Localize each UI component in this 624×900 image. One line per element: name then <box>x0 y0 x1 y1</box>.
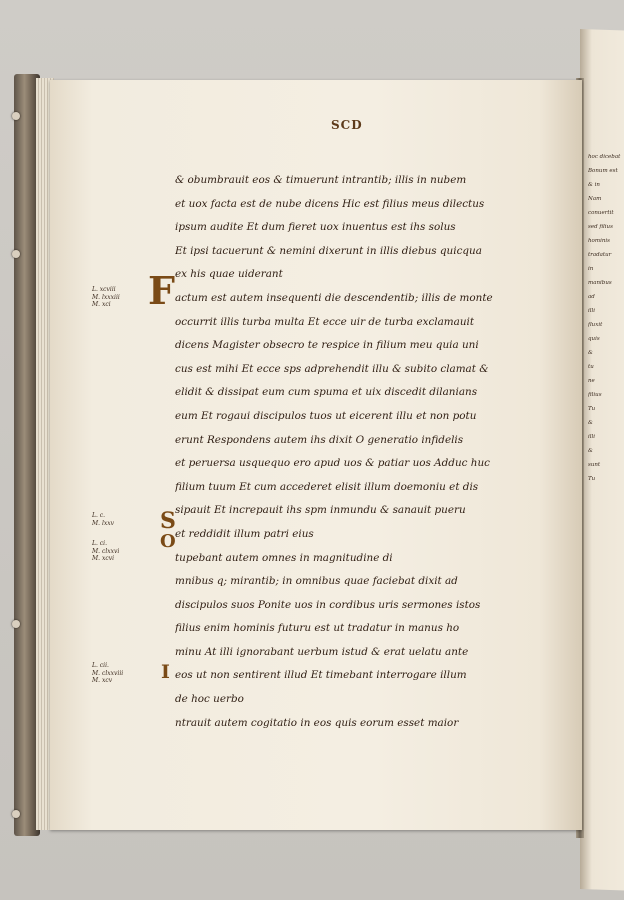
initial-i: I <box>161 661 170 683</box>
text-line: mnibus q; mirantib; in omnibus quae faciebat dixit ad <box>175 575 458 588</box>
marginal-note <box>92 286 120 309</box>
facing-text-line: & <box>588 420 593 426</box>
facing-page-text <box>588 150 622 486</box>
text-line: filium tuum Et cum accederet elisit illum doemoniu et dis <box>175 480 479 493</box>
text-line: erunt Respondens autem ihs dixit O generatio infidelis <box>175 433 464 446</box>
facing-text-line: ad <box>588 294 595 300</box>
note-line: M. clxxvi <box>92 547 120 555</box>
facing-text-line: quis <box>588 336 600 342</box>
text-line: et uox facta est de nube dicens Hic est filius meus dilectus <box>175 197 485 210</box>
text-line: et reddidit illum patri eius <box>175 527 314 540</box>
facing-text-line: hoc dicebat <box>588 154 621 160</box>
facing-text-line: illi <box>588 308 596 314</box>
text-line: elidit & dissipat eum cum spuma et uix discedit dilanians <box>175 386 478 399</box>
note-line: M. xcv <box>92 677 113 684</box>
binding-stud <box>12 250 20 258</box>
text-line: eum Et rogaui discipulos tuos ut eicerent illu et non potu <box>175 409 477 422</box>
note-line: L. ci. <box>92 540 107 547</box>
facing-text-line: conuertit <box>588 210 614 216</box>
text-line: eos ut non sentirent illud Et timebant interrogare illum <box>175 669 467 682</box>
text-line: et peruersa usquequo ero apud uos & patiar uos Adduc huc <box>175 457 490 470</box>
text-line: ex his quae uiderant <box>175 268 283 281</box>
facing-text-line: filius <box>588 392 602 398</box>
facing-text-line: ne <box>588 378 595 384</box>
text-line: cus est mihi Et ecce sps adprehendit illu & subito clamat & <box>175 362 489 375</box>
binding-stud <box>12 620 20 628</box>
text-line: filius enim hominis futuru est ut tradatur in manus ho <box>175 622 460 635</box>
text-block <box>175 169 520 735</box>
facing-text-line: Bonum est <box>588 168 618 174</box>
marginal-note <box>92 540 119 563</box>
text-line: discipulos suos Ponite uos in cordibus uris sermones istos <box>175 598 481 611</box>
text-line: dicens Magister obsecro te respice in filium meu quia uni <box>175 339 479 352</box>
initial-f: F <box>148 268 175 313</box>
facing-text-line: hominis <box>588 238 610 244</box>
facing-text-line: tradatur <box>588 252 612 258</box>
note-line: M. lxxxiii <box>92 293 120 301</box>
facing-text-line: Nam <box>588 196 602 202</box>
note-line: M. clxxviii <box>92 669 124 677</box>
initial-s: S <box>160 508 176 534</box>
text-line: actum est autem insequenti die descendentib; illis de monte <box>175 291 493 304</box>
text-line: tupebant autem omnes in magnitudine di <box>175 551 393 564</box>
facing-text-line: manibus <box>588 280 612 286</box>
facing-text-line: fluxit <box>588 322 603 328</box>
text-line: Et ipsi tacuerunt & nemini dixerunt in illis diebus quicqua <box>175 244 482 257</box>
facing-text-line: Tu <box>588 476 596 482</box>
note-line: L. c. <box>92 512 106 519</box>
marginal-note <box>92 512 114 527</box>
note-line: M. xci <box>92 301 111 308</box>
facing-text-line: sunt <box>588 462 601 468</box>
facing-text-line: & <box>588 448 593 454</box>
marginal-note <box>92 662 123 685</box>
note-line: M. lxxv <box>92 519 115 527</box>
running-header: SCD <box>331 118 363 132</box>
text-line: occurrit illis turba multa Et ecce uir de turba exclamauit <box>175 315 475 328</box>
facing-text-line: tu <box>588 364 594 370</box>
facing-text-line: sed filius <box>588 224 613 230</box>
facing-text-line: in <box>588 266 594 272</box>
text-line: sipauit Et increpauit ihs spm inmundu & sanauit pueru <box>175 504 466 517</box>
facing-text-line: & <box>588 350 593 356</box>
text-line: ipsum audite Et dum fieret uox inuentus est ihs solus <box>175 221 456 234</box>
note-line: M. xcvi <box>92 555 115 562</box>
text-line: ntrauit autem cogitatio in eos quis eorum esset maior <box>175 716 459 729</box>
initial-o: O <box>160 531 176 552</box>
note-line: L. xcviii <box>92 286 116 293</box>
note-line: L. cii. <box>92 662 109 669</box>
facing-text-line: & in <box>588 182 600 188</box>
text-line: de hoc uerbo <box>175 693 244 706</box>
facing-text-line: illi <box>588 434 596 440</box>
binding-stud <box>12 810 20 818</box>
text-line: minu At illi ignorabant uerbum istud & erat uelatu ante <box>175 645 469 658</box>
text-line: & obumbrauit eos & timuerunt intrantib; illis in nubem <box>175 174 467 186</box>
facing-text-line: Tu <box>588 406 596 412</box>
binding-stud <box>12 112 20 120</box>
